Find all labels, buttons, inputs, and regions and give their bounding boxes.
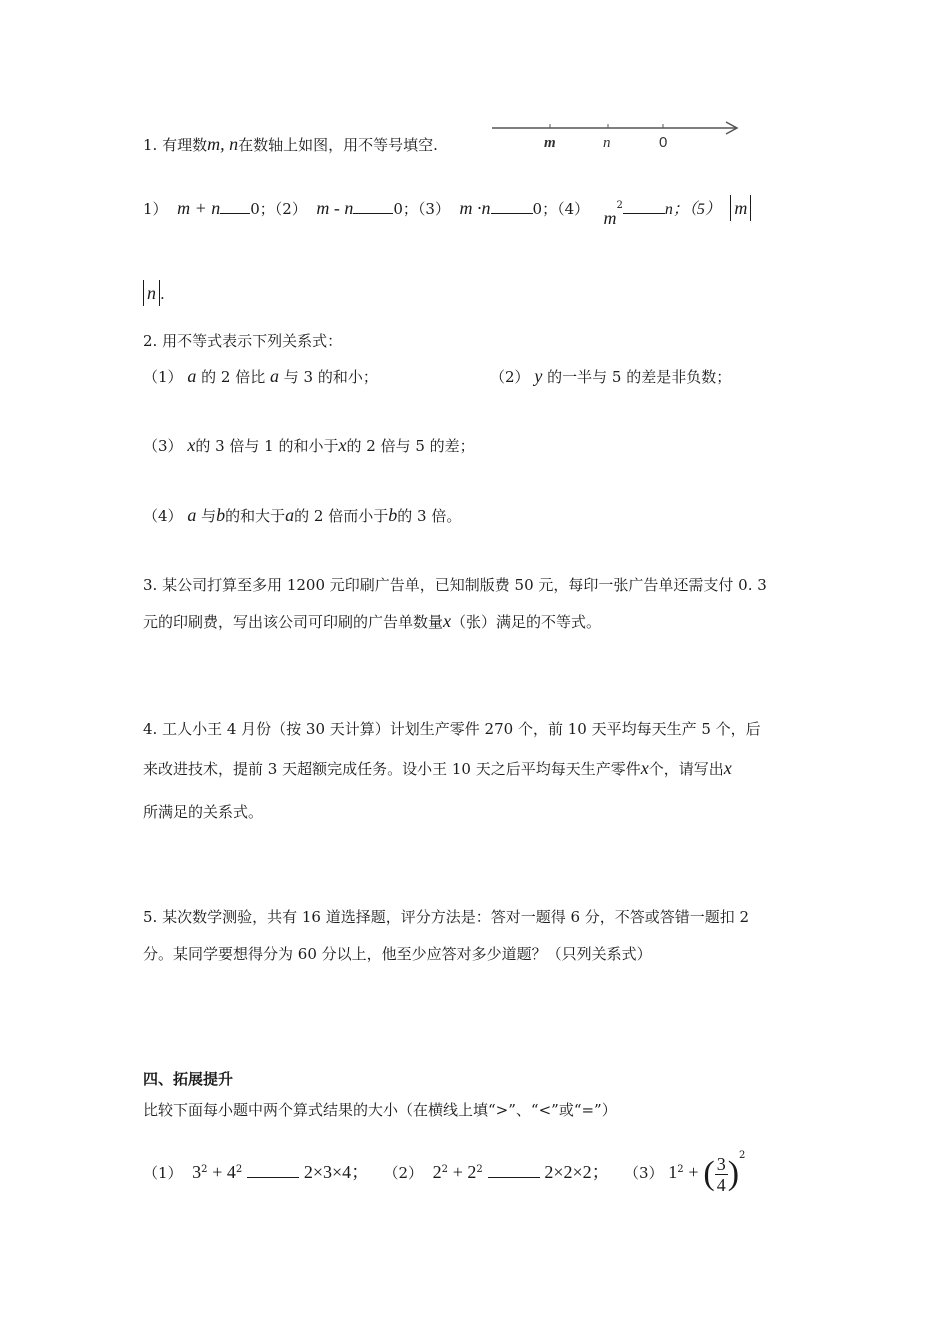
s4-item1-plus: + 4 <box>212 1162 236 1182</box>
q1-expr3: m ·n <box>459 198 491 218</box>
q1-abs-n: n <box>143 280 160 306</box>
s4-item3-pre: （3） <box>623 1164 664 1182</box>
q4-line2-text1: 来改进技术，提前 3 天超额完成任务。设小王 10 天之后平均每天生产零件 <box>143 760 641 778</box>
q1-line2 <box>143 280 165 306</box>
q1-z2: 0；（3） <box>393 200 450 218</box>
q2-item4-text4: 的 3 倍。 <box>397 507 462 525</box>
q3-line2-text1: 元的印刷费，写出该公司可印刷的广告单数量 <box>143 613 444 631</box>
s4-item2-base1: 2 <box>432 1162 442 1182</box>
s4-item2-sup2: 2 <box>476 1164 483 1175</box>
q2-item4-text3: 的 2 倍而小于 <box>294 507 389 525</box>
q2-item4-text1: 与 <box>201 507 217 525</box>
s4-item1-base1: 3 <box>192 1162 202 1182</box>
q1-z4: n；（5） <box>664 201 721 218</box>
q4-var-x: x <box>640 758 649 778</box>
s4-item1-sup2: 2 <box>235 1164 243 1175</box>
q2-item4-pre: （4） <box>143 507 183 525</box>
s4-item3-sup2: 2 <box>739 1150 746 1161</box>
q4-var-x2: x <box>723 758 732 778</box>
q1-p1: 1） <box>143 200 168 218</box>
q4-line3: 所满足的关系式。 <box>143 803 264 821</box>
s4-item3-sup1: 2 <box>677 1164 684 1175</box>
s4-left-paren: ( <box>703 1155 715 1192</box>
numberline-label-m: m <box>544 135 556 151</box>
q5-line2: 分。某同学要想得分为 60 分以上，他至少应答对多少道题？（只列关系式） <box>143 945 652 963</box>
q2-item3 <box>143 434 475 457</box>
numberline-label-n: n <box>603 135 611 151</box>
q2-item1-var-a: a <box>187 366 197 386</box>
s4-fraction-numerator: 3 <box>716 1153 726 1174</box>
q2-item3-text1: 的 3 倍与 1 的和小于 <box>195 437 339 455</box>
s4-item1-blank[interactable] <box>247 1163 299 1178</box>
s4-item2-pre: （2） <box>383 1164 424 1182</box>
s4-fraction-denominator: 4 <box>716 1174 726 1195</box>
q2-item1-var-a2: a <box>269 366 279 386</box>
q1-expr4-sup: 2 <box>616 200 623 211</box>
s4-item1-pre: （1） <box>143 1164 183 1182</box>
q2-item2-var-y: y <box>534 366 543 386</box>
s4-item2-plus: + 2 <box>452 1162 477 1182</box>
number-line <box>490 118 745 154</box>
q1-blank1[interactable] <box>220 199 250 214</box>
q5-line1: 5. 某次数学测验，共有 16 道选择题，评分方法是：答对一题得 6 分，不答或答错一题扣 2 <box>143 908 750 926</box>
s4-item3-plus: + <box>688 1162 699 1182</box>
q2-item4-text2: 的和大于 <box>225 507 286 525</box>
q1-blank4[interactable] <box>623 199 665 214</box>
q2-item2 <box>490 365 731 388</box>
section4-items <box>143 1150 745 1195</box>
s4-item2-blank[interactable] <box>488 1163 540 1178</box>
q3-line2 <box>143 610 601 633</box>
s4-item2-sup1: 2 <box>441 1164 448 1175</box>
q1-line <box>143 133 438 156</box>
q2-item3-var-x2: x <box>338 435 347 455</box>
q2-item4-var-b2: b <box>388 505 398 525</box>
q3-line2-text2: （张）满足的不等式。 <box>451 613 602 631</box>
q2-item4-var-a: a <box>187 505 197 525</box>
s4-item1-rhs: 2×3×4； <box>303 1162 370 1182</box>
q1-z1: 0；（2） <box>250 200 307 218</box>
q1-abs-m: m <box>730 195 751 221</box>
q1-z3: 0；（4） <box>532 200 590 218</box>
q1-blank3[interactable] <box>491 199 533 214</box>
numberline-label-0: 0 <box>659 134 668 151</box>
q4-line2 <box>143 757 732 780</box>
q2-item3-text2: 的 2 倍与 5 的差； <box>346 437 475 455</box>
q3-line1: 3. 某公司打算至多用 1200 元印刷广告单，已知制版费 50 元，每印一张广告单还需支付 0. 3 <box>143 576 767 594</box>
q2-item4 <box>143 504 461 527</box>
q2-item3-var-x: x <box>187 435 196 455</box>
q1-blanks-line <box>143 195 751 228</box>
s4-item2-rhs: 2×2×2； <box>544 1162 610 1182</box>
q4-line2-text2: 个，请写出 <box>648 760 724 778</box>
q1-expr4: m <box>603 208 617 228</box>
s4-right-paren: ) <box>727 1155 740 1192</box>
q2-item1-text2: 与 3 的和小； <box>283 368 378 386</box>
q1-blank2[interactable] <box>353 199 393 214</box>
q2-item4-var-b: b <box>216 505 226 525</box>
q2-item1-text1: 的 2 倍比 <box>201 368 266 386</box>
q2-item1 <box>143 365 378 388</box>
q2-item2-pre: （2） <box>490 368 530 386</box>
q2-item4-var-a2: a <box>285 505 295 525</box>
q1-end: . <box>160 285 165 303</box>
s4-fraction <box>715 1154 728 1195</box>
q1-expr1: m + n <box>177 198 221 218</box>
q4-line1: 4. 工人小王 4 月份（按 30 天计算）计划生产零件 270 个，前 10 天平均每天生产 5 个，后 <box>143 720 761 738</box>
q2-item3-pre: （3） <box>143 437 183 455</box>
s4-item3-base1: 1 <box>668 1162 678 1182</box>
q1-suffix: 在数轴上如图，用不等号填空. <box>238 136 438 154</box>
q3-var-x: x <box>443 611 452 631</box>
section4-title: 四、拓展提升 <box>143 1070 234 1088</box>
q2-item1-pre: （1） <box>143 368 183 386</box>
q2-item2-text1: 的一半与 5 的差是非负数； <box>547 368 732 386</box>
s4-item1-sup1: 2 <box>201 1164 208 1175</box>
q1-expr2: m - n <box>316 198 354 218</box>
q1-vars: m, n <box>207 134 239 154</box>
section4-intro: 比较下面每小题中两个算式结果的大小（在横线上填“>”、“<”或“=”） <box>143 1101 617 1119</box>
q1-prefix: 1. 有理数 <box>143 136 208 154</box>
q2-heading: 2. 用不等式表示下列关系式： <box>143 332 343 350</box>
